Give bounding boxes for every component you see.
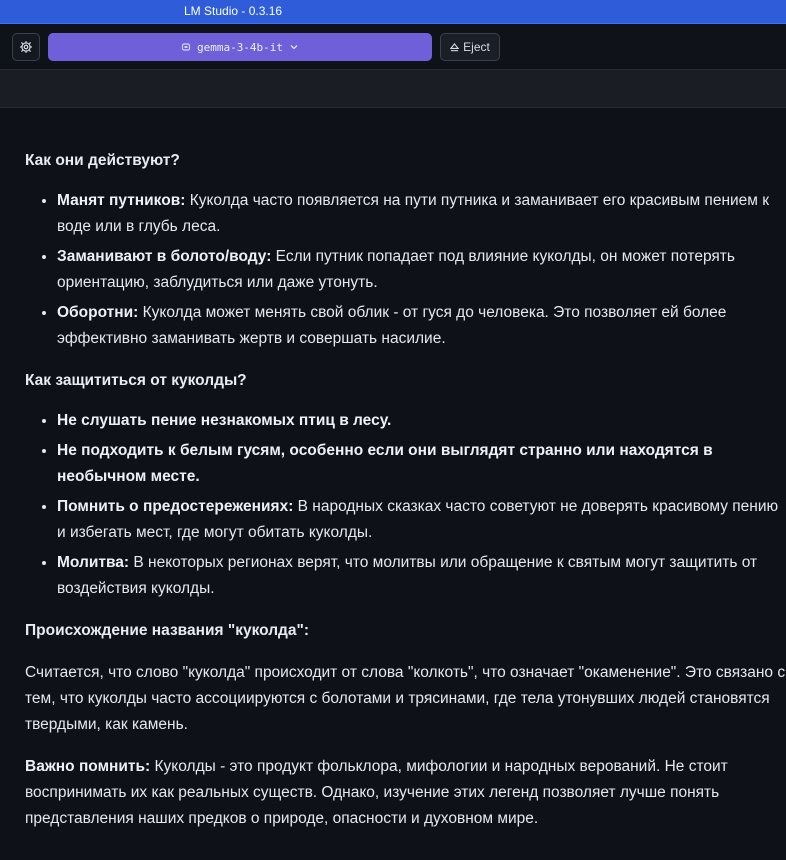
item-bold: Манят путников: (57, 192, 186, 209)
chevron-down-icon (289, 42, 299, 52)
item-text: Куколда может менять свой облик - от гуся до человека. Это позволяет ей более эффективно заманивать жертв и совершать насилие. (57, 304, 727, 347)
list-item (57, 550, 786, 602)
top-toolbar (0, 24, 786, 70)
item-bold: Не подходить к белым гусям, особенно если они выглядят странно или находятся в необычном месте. (57, 442, 713, 485)
eject-label: Eject (463, 40, 490, 54)
list-item (57, 188, 786, 240)
model-chip-icon (181, 42, 191, 52)
item-text: В некоторых регионах верят, что молитвы или обращение к святым могут защитить от воздействия куколды. (57, 554, 758, 597)
item-text: Если путник попадает под влияние куколды, он может потерять ориентацию, заблудиться или даже утонуть. (57, 248, 735, 291)
paragraph-name-origin: Считается, что слово "куколда" происходит от слова "колкоть", что означает "окаменение". Это связано с тем, что куколды часто ассоциируются с болотами и трясинами, где тела утонувших людей становятся твердыми, как камень. (25, 664, 786, 733)
item-text: Куколда часто появляется на пути путника и заманивает его красивым пением к воде или в глубь леса. (57, 192, 770, 235)
chat-message-content (25, 108, 786, 860)
item-bold: Заманивают в болото/воду: (57, 248, 272, 265)
item-bold: Молитва: (57, 554, 130, 571)
heading-how-they-act: Как они действуют? (25, 152, 180, 169)
model-name: gemma-3-4b-it (196, 40, 284, 54)
heading-name-origin: Происхождение названия "куколда": (25, 622, 310, 639)
item-bold: Не слушать пение незнакомых птиц в лесу. (57, 412, 392, 429)
model-selector-button[interactable] (48, 33, 432, 61)
gear-icon (19, 40, 33, 54)
window-titlebar (0, 0, 786, 24)
note-text: Куколды - это продукт фольклора, мифологии и народных верований. Не стоит воспринимать их как реальных существ. Однако, изучение этих легенд позволяет лучше понять представления наших предков о природе, опасности и духовном мире. (25, 758, 728, 827)
note-bold: Важно помнить: (25, 758, 151, 775)
list-item (57, 408, 786, 434)
list-item (57, 244, 786, 296)
window-title: LM Studio - 0.3.16 (184, 4, 283, 18)
list-item (57, 494, 786, 546)
item-bold: Оборотни: (57, 304, 139, 321)
paragraph-important-note (25, 754, 786, 832)
eject-button[interactable] (440, 33, 500, 61)
item-bold: Помнить о предостережениях: (57, 498, 294, 515)
list-item (57, 300, 786, 352)
chat-header-bar (0, 70, 786, 108)
eject-icon (450, 43, 459, 52)
list-how-they-act (25, 188, 786, 352)
item-text: В народных сказках часто советуют не доверять красивому пению и избегать мест, где могут обитать куколды. (57, 498, 779, 541)
heading-protection: Как защититься от куколды? (25, 372, 247, 389)
settings-button[interactable] (12, 33, 40, 61)
list-protection (25, 408, 786, 602)
list-item (57, 438, 786, 490)
